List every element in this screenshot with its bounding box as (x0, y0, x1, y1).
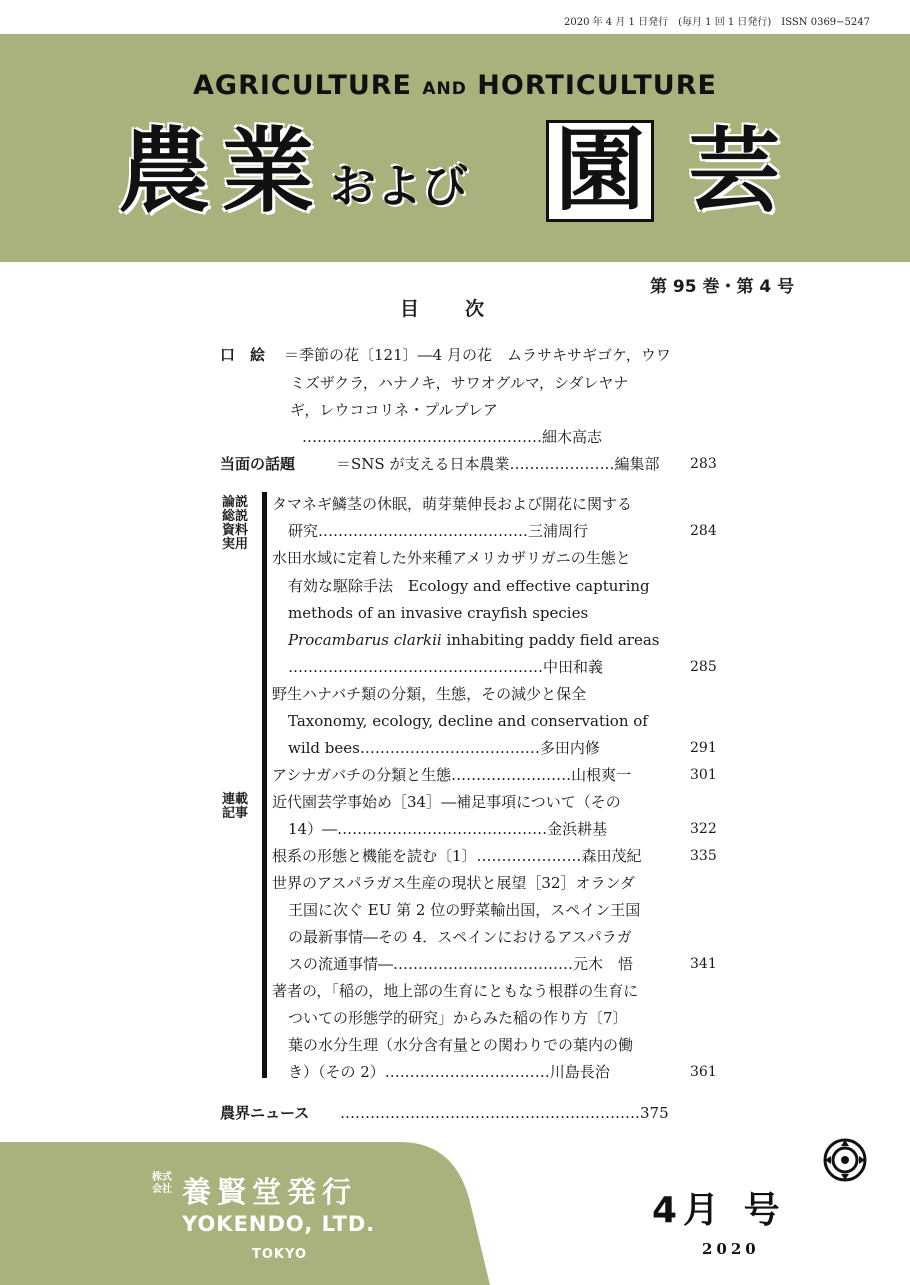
category-label: 総説 (222, 509, 249, 524)
volume-number: 第 95 巻・第 4 号 (650, 277, 795, 297)
wadai-label: 当面の話題 (220, 455, 296, 473)
article-7-line-4: スの流通事情―………………………………元木 悟 (288, 955, 634, 973)
publisher-name-jp: 養賢堂発行 (182, 1175, 358, 1209)
article-2-page: 285 (690, 659, 717, 675)
toc-vertical-bar (262, 492, 267, 1078)
title-char-en-boxed: 園 (546, 120, 654, 222)
article-7-line-3: の最新事情―その 4．スペインにおけるアスパラガ (288, 928, 632, 946)
kabushiki-kaisha (152, 1172, 172, 1196)
category-group-2 (222, 793, 248, 821)
article-3-line-2: Taxonomy, ecology, decline and conservation of (288, 712, 648, 730)
wadai-text: ＝SNS が支える日本農業…………………編集部 (336, 455, 660, 473)
issue-month: 4月 号 (652, 1190, 786, 1231)
english-title-part1: AGRICULTURE (193, 70, 412, 101)
article-7-line-2: 王国に次ぐ EU 第 2 位の野菜輸出国，スペイン王国 (288, 901, 641, 919)
article-1-line-1: タマネギ鱗茎の休眠，萌芽葉伸長および開花に関する (272, 495, 633, 513)
kuchie-line-4: …………………………………………細木高志 (302, 428, 603, 446)
article-2-line-4 (288, 630, 659, 650)
news-label: 農界ニュース (220, 1104, 310, 1122)
publisher-emblem-icon (822, 1137, 868, 1183)
title-char-nou: 農 (118, 118, 211, 225)
article-8-page: 361 (690, 1064, 717, 1080)
article-8-line-3: 葉の水分生理（水分含有量との関わりでの葉内の働 (288, 1036, 634, 1054)
article-3-page: 291 (690, 740, 717, 756)
title-oyobi: および (330, 159, 468, 213)
category-label: 記事 (222, 806, 249, 821)
kuchie-line-2: ミズザクラ，ハナノキ，サワオグルマ，シダレヤナ (290, 374, 629, 392)
article-5-page: 322 (690, 821, 717, 837)
category-label: 連載 (222, 792, 249, 807)
article-8-line-1: 著者の，「稲の，地上部の生育にともなう根群の生育に (272, 982, 639, 1000)
species-name: Procambarus clarkii (288, 631, 442, 649)
article-2-line-3: methods of an invasive crayfish species (288, 604, 589, 622)
kuchie-line-1: ＝季節の花〔121〕―4 月の花 ムラサキサギゴケ，ウワ (284, 346, 671, 364)
kuchie-label: 口 絵 (220, 346, 266, 364)
article-2-line-4-rest: inhabiting paddy field areas (441, 631, 660, 649)
article-1-page: 284 (690, 523, 717, 539)
category-group-1 (222, 496, 248, 552)
article-3-line-1: 野生ハナバチ類の分類，生態，その減少と保全 (272, 685, 587, 703)
title-char-gei: 芸 (688, 118, 781, 225)
article-2-line-5: ……………………………………………中田和義 (288, 658, 604, 676)
english-title-and: AND (422, 79, 467, 99)
article-4-page: 301 (690, 767, 717, 783)
article-2-line-1: 水田水域に定着した外来種アメリカザリガニの生態と (272, 549, 631, 567)
category-label: 論説 (222, 495, 249, 510)
wadai-page: 283 (690, 456, 717, 472)
article-3-line-3: wild bees………………………………多田内修 (288, 739, 600, 757)
news-text: ……………………………………………………375 (340, 1104, 669, 1122)
article-4-line-1: アシナガバチの分類と生態……………………山根爽一 (272, 766, 632, 784)
kuchie-line-3: ギ，レウココリネ・プルプレア (290, 401, 498, 419)
publication-info: 2020 年 4 月 1 日発行 (毎月 1 回 1 日発行) ISSN 0369−5247 (564, 17, 870, 28)
category-label: 実用 (222, 537, 249, 552)
title-char-gyou: 業 (222, 118, 315, 225)
kabushiki-line-1: 株式 (152, 1172, 172, 1183)
article-5-line-2: 14）―……………………………………金浜耕基 (288, 820, 608, 838)
article-7-line-1: 世界のアスパラガス生産の現状と展望［32］オランダ (272, 874, 635, 892)
article-6-line-1: 根系の形態と機能を読む〔1〕…………………森田茂紀 (272, 847, 642, 865)
english-title (0, 70, 910, 101)
issue-year: 2020 (702, 1240, 760, 1258)
article-8-line-2: ついての形態学的研究」からみた稲の作り方〔7〕 (288, 1009, 628, 1027)
article-6-page: 335 (690, 848, 717, 864)
japanese-title (118, 118, 818, 232)
category-label: 資料 (222, 523, 249, 538)
article-8-line-4: き）（その 2）……………………………川島長治 (288, 1063, 610, 1081)
toc-heading: 目次 (400, 298, 531, 320)
kabushiki-line-2: 会社 (152, 1184, 172, 1195)
publisher-name-en: YOKENDO, LTD. (182, 1212, 376, 1236)
article-5-line-1: 近代園芸学事始め［34］―補足事項について（その (272, 793, 621, 811)
article-1-line-2: 研究……………………………………三浦周行 (288, 522, 589, 540)
article-7-page: 341 (690, 956, 717, 972)
publisher-city: TOKYO (252, 1247, 307, 1262)
article-2-line-2: 有効な駆除手法 Ecology and effective capturing (288, 577, 650, 595)
english-title-part2: HORTICULTURE (477, 70, 717, 101)
